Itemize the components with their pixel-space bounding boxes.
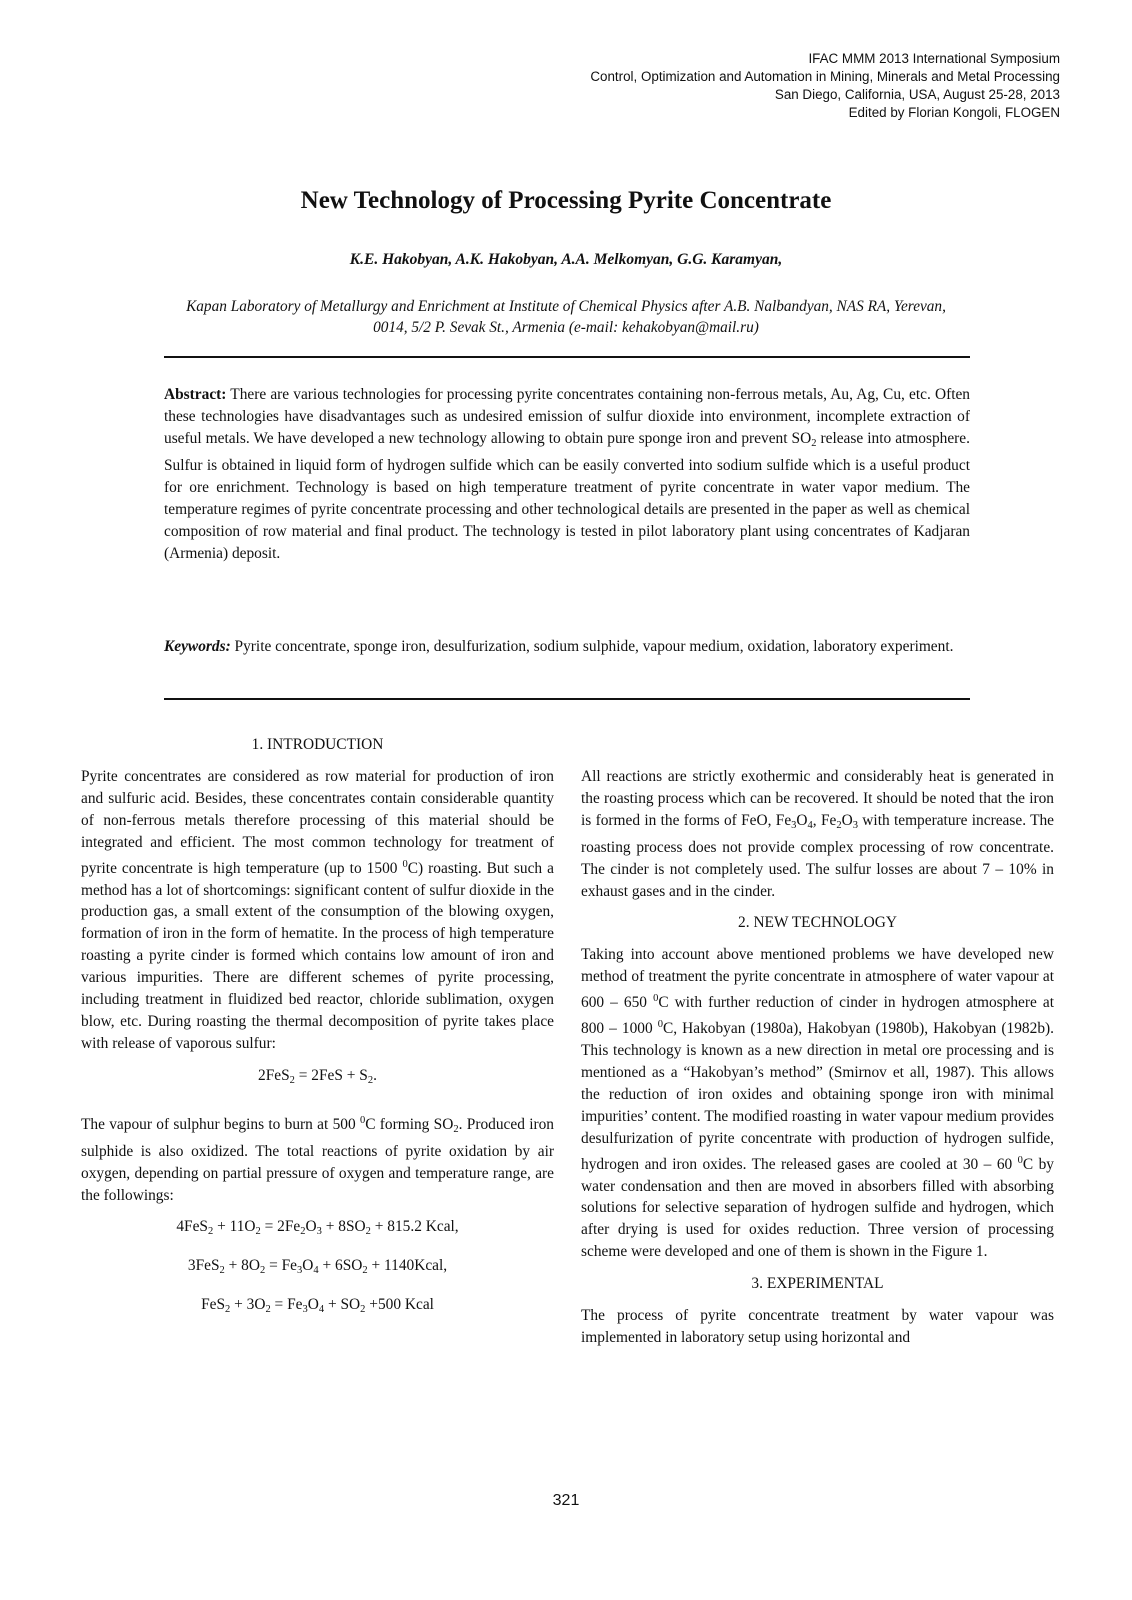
subscript: 2 [453,1123,459,1135]
eq-sub: 2 [300,1226,306,1238]
intro-text-a: Pyrite concentrates are considered as row material for production of iron and sulfuric acid. Besides, these concentrates contain considerable quantity of non-ferrous metals therefore processing of this material should be integrated and efficient. The most common technology for treatment of pyrite concentrate is high temperature (up to 1500 [81,768,554,877]
affiliation-line-1: Kapan Laboratory of Metallurgy and Enrichment at Institute of Chemical Physics after A.B. Nalbandyan, NAS RA, Yerevan, [186,298,946,315]
eq-part: +500 Kcal [365,1296,434,1314]
equation-decomposition [81,1065,554,1092]
top-divider [164,356,970,358]
tech-text-d: C by water condensation and then are moved in absorbers filled with absorbing solutions for selective separation of hydrogen sulfide and hydrogen, which after drying is used for oxides reduction. Three version of processing scheme were developed and one of them is shown in the Figure 1. [581,1155,1054,1261]
eq-sub: 2 [362,1265,368,1277]
roasting-paragraph [581,766,1054,902]
experimental-paragraph: The process of pyrite concentrate treatment by water vapour was implemented in laboratory setup using horizontal and [581,1307,1054,1347]
eq-part: FeS [201,1296,226,1314]
abstract-label: Abstract: [164,386,227,403]
subscript: 3 [852,819,858,831]
eq-part: = Fe [270,1296,303,1314]
keywords [164,636,970,658]
technology-paragraph [581,944,1054,1263]
header-line-2: Control, Optimization and Automation in Mining, Minerals and Metal Processing [590,69,1060,84]
eq-part: O [302,1257,314,1275]
eq-sub: 3 [316,1226,322,1238]
roast-text-c: , Fe [812,811,837,829]
eq-sub: 2 [255,1226,261,1238]
page-number: 321 [552,1492,580,1509]
eq-part: 4FeS [176,1218,208,1236]
keywords-text: Pyrite concentrate, sponge iron, desulfurization, sodium sulphide, vapour medium, oxidation, laboratory experiment. [230,638,954,655]
eq-sub: 2 [365,1226,371,1238]
affiliation [80,296,1052,338]
subscript: 2 [836,819,842,831]
roast-text-b: O [796,811,808,829]
header-line-3: San Diego, California, USA, August 25-28, 2013 [774,87,1060,102]
affiliation-close: ) [753,319,759,336]
eq-part: + 8O [224,1257,260,1275]
keywords-label: Keywords: [164,638,231,655]
eq-part: . [373,1066,377,1084]
superscript: 0 [1017,1154,1023,1166]
eq-part: 2FeS [258,1066,290,1084]
eq-sub: 2 [265,1304,271,1316]
eq-sub: 4 [313,1265,319,1277]
eq-part: + 8SO [321,1218,366,1236]
abstract-text-2: release into atmosphere. Sulfur is obtained in liquid form of hydrogen sulfide which can be easily converted into sodium sulfide which is a useful product for ore enrichment. Technology is based on high temperature treatment of pyrite concentrate in water vapor medium. The temperature regimes of pyrite concentrate processing and other technological details are presented in the paper as well as chemical composition of row material and final product. The technology is tested in pilot laboratory plant using concentrates of Kadjaran (Armenia) deposit. [164,430,970,562]
eq-part: O [307,1296,319,1314]
eq-sub: 2 [360,1304,366,1316]
email-link[interactable]: e-mail: kehakobyan@mail.ru [573,319,754,336]
eq-sub: 3 [302,1304,308,1316]
section-heading-experimental: 3. EXPERIMENTAL [751,1275,884,1293]
intro2-text-b: C forming SO [365,1115,454,1133]
intro-paragraph-2 [81,1110,554,1207]
equation-3 [81,1294,554,1321]
eq-sub: 2 [259,1265,266,1277]
eq-part: = 2Fe [260,1218,301,1236]
right-column [581,766,1054,1349]
paper-title: New Technology of Processing Pyrite Concentrate [300,187,832,214]
superscript: 0 [657,1019,663,1031]
left-column [81,734,554,1333]
abstract-subscript: 2 [811,438,817,449]
eq-part: + 11O [213,1218,256,1236]
roast-text-e: with temperature increase. The roasting process does not provide complex processing of row concentrate. The cinder is not completely used. The sulfur losses are about 7 – 10% in exhaust gases and in the cinder. [581,811,1055,900]
roast-text-d: O [841,811,853,829]
roast-text-a: All reactions are strictly exothermic and considerably heat is generated in the roasting process which can be recovered. It should be noted that the iron is formed in the forms of FeO, Fe [581,768,1054,829]
equation-1 [81,1216,554,1243]
eq-part: + 815.2 Kcal, [370,1218,459,1236]
affiliation-line-2 [80,317,1052,338]
eq-sub: 2 [225,1304,231,1316]
subscript: 3 [791,819,797,831]
tech-text-b: C with further reduction of cinder in hydrogen atmosphere at 800 – 1000 [581,994,1054,1038]
header-line-4: Edited by Florian Kongoli, FLOGEN [848,105,1060,120]
superscript: 0 [359,1114,366,1126]
eq-part: + 3O [230,1296,266,1314]
eq-part: = 2FeS + S [294,1066,368,1084]
eq-part: 3FeS [187,1257,220,1275]
section-heading-introduction: 1. INTRODUCTION [251,736,384,753]
conference-header [360,50,1060,122]
eq-sub: 2 [219,1265,225,1277]
bottom-divider [164,698,970,700]
eq-sub: 3 [297,1265,303,1277]
tech-text-a: Taking into account above mentioned problems we have developed new method of treatment the pyrite concentrate in atmosphere of water vapour at 600 – 650 [581,946,1054,1012]
eq-part: = Fe [265,1257,297,1275]
tech-text-c: C, Hakobyan (1980a), Hakobyan (1980b), Hakobyan (1982b). This technology is known as a new direction in metal ore processing and is mentioned as a “Hakobyan’s method” (Smirnov et all, 1987). This allows the reduction of iron oxides and obtaining sponge iron with minimal impurities’ content. The modified roasting in water vapour medium provides desulfurization of pyrite concentrate with production of hydrogen sulfide, hydrogen and iron oxides. The released gases are cooled at 30 – 60 [581,1020,1054,1173]
eq-sub: 2 [367,1074,374,1086]
superscript: 0 [653,993,659,1005]
eq-part: + SO [324,1296,361,1314]
eq-sub: 2 [207,1226,214,1238]
author-list: K.E. Hakobyan, A.K. Hakobyan, A.A. Melkomyan, G.G. Karamyan, [349,251,783,268]
superscript: 0 [402,858,408,870]
eq-part: O [305,1218,317,1236]
intro2-text-a: The vapour of sulphur begins to burn at 500 [81,1115,360,1133]
intro-text-b: C) roasting. But such a method has a lot of shortcomings: significant content of sulfur dioxide in the production gas, a small extent of the consumption of the blowing oxygen, formation of iron in the form of hematite. In the process of high temperature roasting a pyrite cinder is formed which contains low amount of iron and various impurities. There are different schemes of pyrite processing, including treatment in fluidized bed reactor, chloride sublimation, oxygen blow, etc. During roasting the thermal decomposition of pyrite takes place with release of vaporous sulfur: [81,859,554,1052]
equation-2 [81,1255,554,1282]
affiliation-address: 0014, 5/2 P. Sevak St., Armenia ( [373,319,574,336]
intro2-text-c: . Produced iron sulphide is also oxidized. The total reactions of pyrite oxidation by air oxygen, depending on partial pressure of oxygen and temperature range, are the followings: [81,1115,554,1204]
eq-sub: 2 [289,1074,295,1086]
eq-part: + 6SO [318,1257,363,1275]
abstract-text-1: There are various technologies for processing pyrite concentrates containing non-ferrous metals, Au, Ag, Cu, etc. Often these technologies have disadvantages such as undesired emission of sulfur dioxide into environment, incomplete extraction of useful metals. We have developed a new technology allowing to obtain pure sponge iron and prevent SO [164,386,970,447]
abstract [164,384,970,565]
eq-sub: 4 [318,1304,325,1316]
header-line-1: IFAC MMM 2013 International Symposium [808,51,1060,66]
section-heading-new-technology: 2. NEW TECHNOLOGY [738,914,897,932]
subscript: 4 [807,819,813,831]
eq-part: + 1140Kcal, [367,1257,448,1275]
intro-paragraph-1 [81,766,554,1055]
